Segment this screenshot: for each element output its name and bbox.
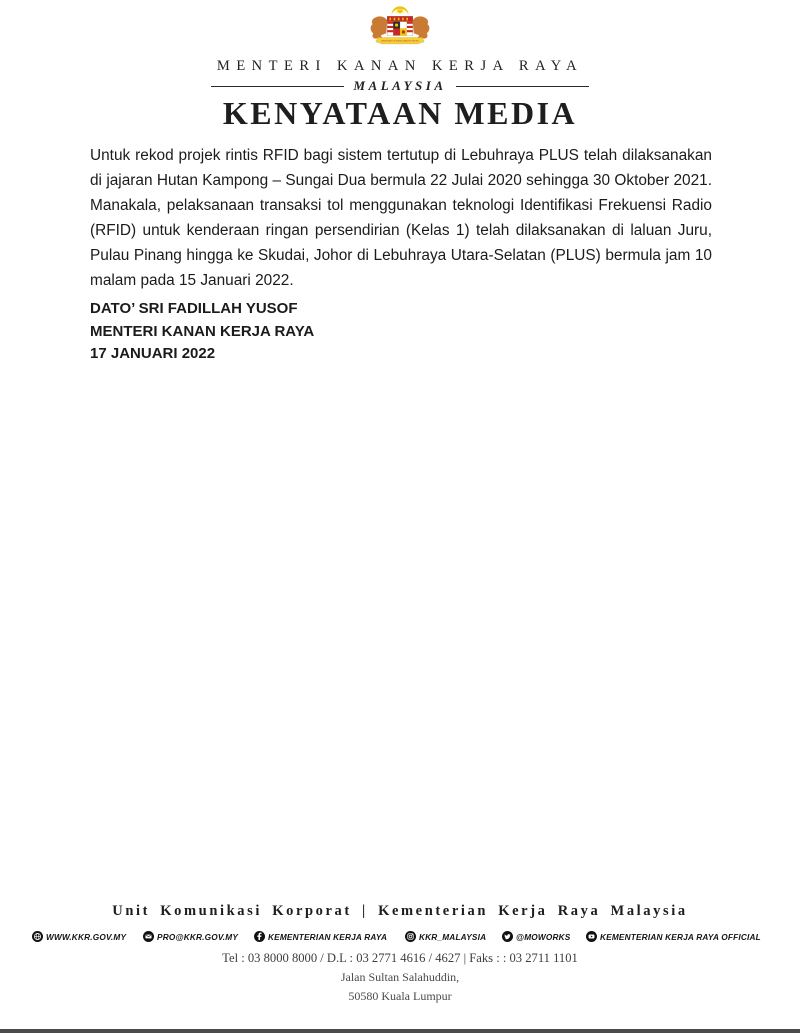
instagram-contact [405, 931, 489, 942]
website-contact [32, 931, 129, 942]
instagram-label: KKR_MALAYSIA [419, 931, 487, 942]
youtube-label: KEMENTERIAN KERJA RAYA OFFICIAL [600, 931, 761, 942]
twitter-icon [502, 931, 513, 942]
youtube-contact [586, 931, 768, 942]
release-date: 17 JANUARI 2022 [90, 345, 216, 362]
signatory-name: DATO’ SRI FADILLAH YUSOF [90, 300, 298, 317]
website-label: WWW.KKR.GOV.MY [46, 931, 127, 942]
twitter-label: @MOWORKS [516, 931, 571, 942]
email-icon [143, 931, 154, 942]
social-contact-line [0, 931, 800, 942]
letterhead [0, 6, 800, 132]
right-rule [456, 86, 589, 87]
address-city: 50580 Kuala Lumpur [348, 989, 452, 1003]
globe-icon [32, 931, 43, 942]
email-label: PRO@KKR.GOV.MY [156, 931, 238, 942]
crest-motto-text: BERSEKUTU BERTAMBAH MUTU [381, 39, 419, 43]
page-title: KENYATAAN MEDIA [222, 95, 578, 131]
facebook-label: KEMENTERIAN KERJA RAYA [268, 931, 388, 942]
country-name: MALAYSIA [353, 78, 447, 93]
youtube-icon [586, 931, 597, 942]
malaysia-coat-of-arms-icon [363, 6, 437, 50]
twitter-contact [502, 931, 573, 942]
telephone-fax-line: Tel : 03 8000 8000 / D.L : 03 2771 4616 / 4627 | Faks : : 03 2711 1101 [222, 951, 578, 965]
press-release-paragraph: Untuk rekod projek rintis RFID bagi sistem tertutup di Lebuhraya PLUS telah dilaksanakan di jajaran Hutan Kampong – Sungai Dua bermula 22 Julai 2020 sehingga 30 Oktober 2021. Manakala, pelaksanaan transaksi tol menggunakan teknologi Identifikasi Frekuensi Radio (RFID) untuk kenderaan ringan persendirian (Kelas 1) telah dilaksanakan di laluan Juru, Pulau Pinang hingga ke Skudai, Johor di Lebuhraya Utara-Selatan (PLUS) bermula jam 10 malam pada 15 Januari 2022. [90, 147, 712, 290]
signatory-title: MENTERI KANAN KERJA RAYA [90, 322, 315, 340]
signature-block [90, 298, 314, 366]
viewer-bottom-edge [0, 1029, 800, 1033]
email-contact [143, 931, 241, 942]
facebook-icon [254, 931, 265, 942]
country-divider [211, 78, 589, 94]
facebook-contact [254, 931, 392, 942]
left-rule [211, 86, 344, 87]
instagram-icon [405, 931, 416, 942]
address-street: Jalan Sultan Salahuddin, [340, 970, 460, 984]
ministry-name: MENTERI KANAN KERJA RAYA [216, 58, 584, 74]
footer [0, 903, 800, 1004]
footer-unit-line: Unit Komunikasi Korporat | Kementerian Kerja Raya Malaysia [112, 903, 688, 919]
